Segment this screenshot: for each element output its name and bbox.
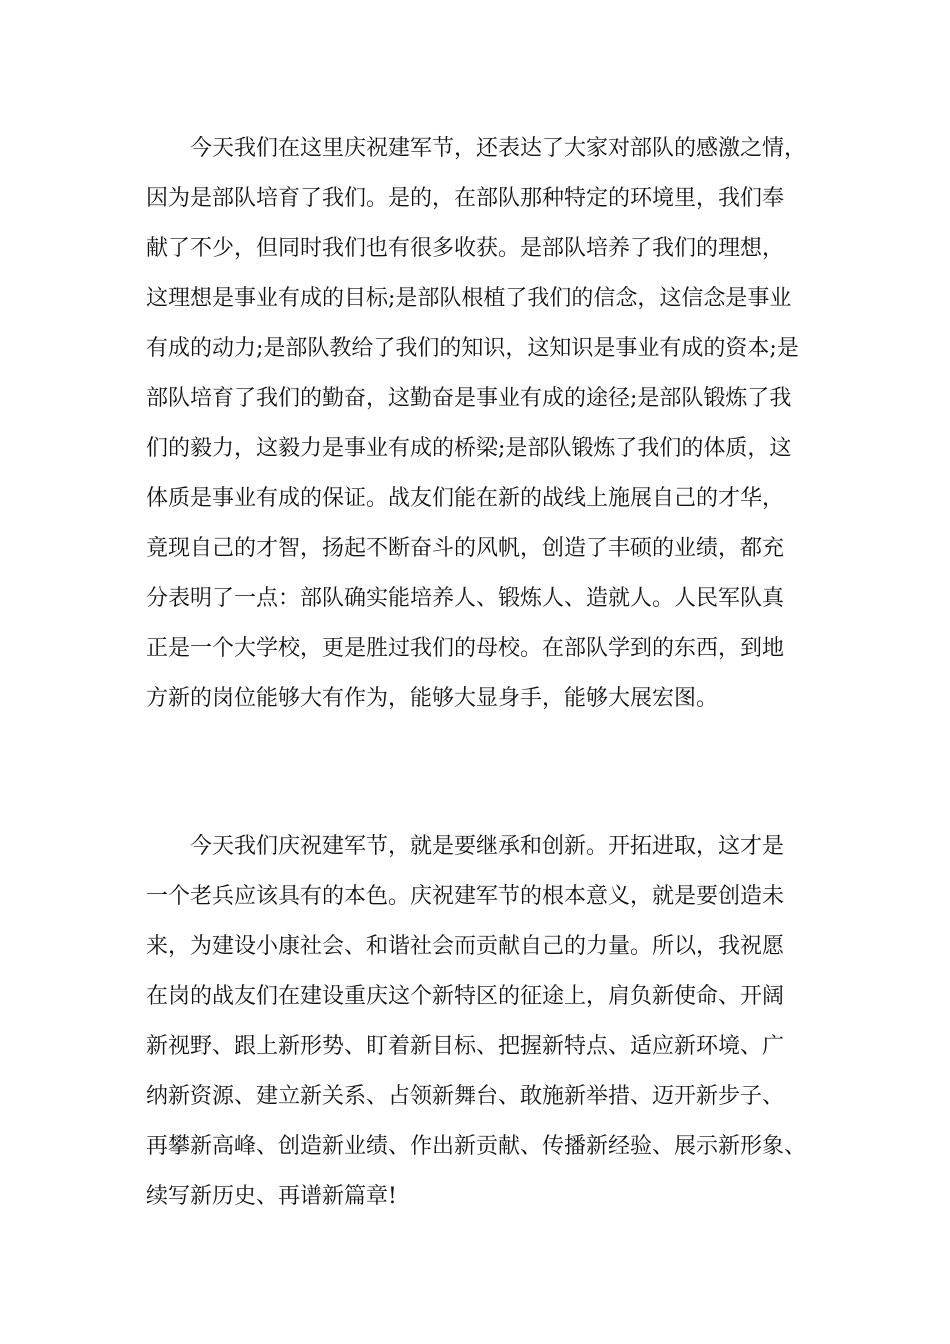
text-line: 续写新历史、再谱新篇章! bbox=[146, 1184, 397, 1209]
text-line: 新视野、跟上新形势、盯着新目标、把握新特点、适应新环境、广 bbox=[146, 1034, 785, 1059]
text-line: 今天我们庆祝建军节，就是要继承和创新。开拓进取，这才是 bbox=[190, 834, 785, 859]
text-line: 体质是事业有成的保证。战友们能在新的战线上施展自己的才华， bbox=[146, 486, 785, 511]
text-line: 在岗的战友们在建设重庆这个新特区的征途上，肩负新使命、开阔 bbox=[146, 984, 785, 1009]
text-line: 这理想是事业有成的目标;是部队根植了我们的信念，这信念是事业 bbox=[146, 286, 792, 311]
paragraph-2 bbox=[146, 822, 826, 1222]
text-line: 部队培育了我们的勤奋，这勤奋是事业有成的途径;是部队锻炼了我 bbox=[146, 386, 792, 411]
text-line: 们的毅力，这毅力是事业有成的桥梁;是部队锻炼了我们的体质，这 bbox=[146, 436, 792, 461]
text-line: 来，为建设小康社会、和谐社会而贡献自己的力量。所以，我祝愿 bbox=[146, 934, 785, 959]
text-line: 献了不少，但同时我们也有很多收获。是部队培养了我们的理想， bbox=[146, 236, 785, 261]
text-line: 因为是部队培育了我们。是的，在部队那种特定的环境里，我们奉 bbox=[146, 186, 785, 211]
text-line: 竟现自己的才智，扬起不断奋斗的风帆，创造了丰硕的业绩，都充 bbox=[146, 536, 785, 561]
text-line: 分表明了一点：部队确实能培养人、锻炼人、造就人。人民军队真 bbox=[146, 586, 785, 611]
text-line: 正是一个大学校，更是胜过我们的母校。在部队学到的东西，到地 bbox=[146, 636, 785, 661]
text-line: 有成的动力;是部队教给了我们的知识，这知识是事业有成的资本;是 bbox=[146, 336, 799, 361]
text-line: 一个老兵应该具有的本色。庆祝建军节的根本意义，就是要创造未 bbox=[146, 884, 785, 909]
paragraph-1 bbox=[146, 124, 826, 724]
text-line: 纳新资源、建立新关系、占领新舞台、敢施新举措、迈开新步子、 bbox=[146, 1084, 785, 1109]
text-line: 再攀新高峰、创造新业绩、作出新贡献、传播新经验、展示新形象、 bbox=[146, 1134, 807, 1159]
text-line: 方新的岗位能够大有作为，能够大显身手，能够大展宏图。 bbox=[146, 686, 719, 711]
text-line: 今天我们在这里庆祝建军节，还表达了大家对部队的感激之情， bbox=[190, 136, 807, 161]
